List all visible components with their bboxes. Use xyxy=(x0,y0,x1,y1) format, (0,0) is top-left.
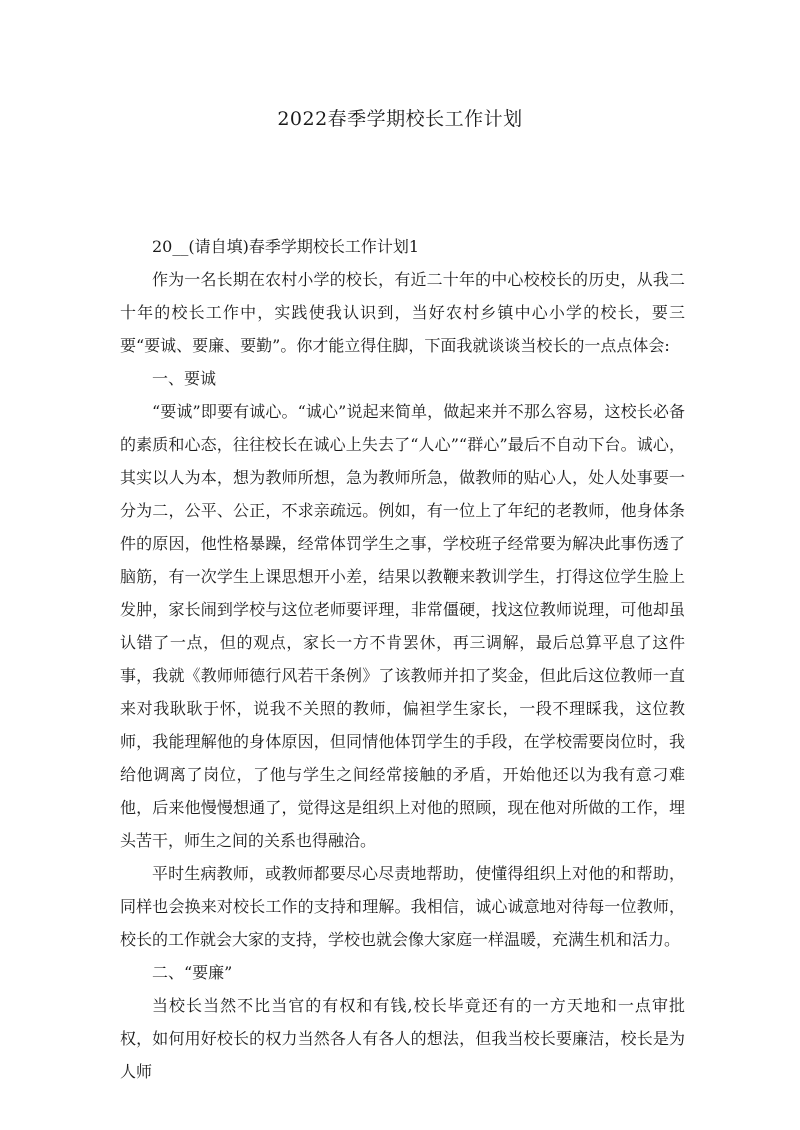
section-heading-2: 二、“要廉” xyxy=(152,963,233,982)
subtitle-line: 20__(请自填)春季学期校长工作计划1 xyxy=(152,237,420,256)
section-heading-1: 一、要诚 xyxy=(152,369,217,388)
document-title: 2022春季学期校长工作计划 xyxy=(277,108,523,130)
body-paragraph: 当校长当然不比当官的有权和有钱,校长毕竟还有的一方天地和一点审批权，如何用好校长的权力当然各人有各人的想法，但我当校长要廉洁，校长是为人师 xyxy=(120,996,685,1081)
intro-paragraph: 作为一名长期在农村小学的校长，有近二十年的中心校校长的历史，从我二十年的校长工作中，实践使我认识到，当好农村乡镇中心小学的校长，要三要“要诚、要廉、要勤”。你才能立得住脚，下面我就谈谈当校长的一点点体会: xyxy=(120,270,685,355)
body-paragraph: “要诚”即要有诚心。“诚心”说起来简单，做起来并不那么容易，这校长必备的素质和心态，往往校长在诚心上失去了“人心”“群心”最后不自动下台。诚心，其实以人为本，想为教师所想，急为教师所急，做教师的贴心人，处人处事要一分为二，公平、公正，不求亲疏远。例如，有一位上了年纪的老教师，他身体条件的原因，他性格暴躁，经常体罚学生之事，学校班子经常要为解决此事伤透了脑筋，有一次学生上课思想开小差，结果以教鞭来教训学生，打得这位学生脸上发肿，家长闹到学校与这位老师要评理，非常僵硬，找这位教师说理，可他却虽认错了一点，但的观点，家长一方不肯罢休，再三调解，最后总算平息了这件事，我就《教师师德行风若干条例》了该教师并扣了奖金，但此后这位教师一直来对我耿耿于怀，说我不关照的教师，偏袒学生家长，一段不理睬我，这位教师，我能理解他的身体原因，但同情他体罚学生的手段，在学校需要岗位时，我给他调离了岗位，了他与学生之间经常接触的矛盾，开始他还以为我有意刁难他，后来他慢慢想通了，觉得这是组织上对他的照顾，现在他对所做的工作，埋头苦干，师生之间的关系也得融洽。 xyxy=(120,402,685,850)
body-paragraph: 平时生病教师，或教师都要尽心尽责地帮助，使懂得组织上对他的和帮助，同样也会换来对校长工作的支持和理解。我相信，诚心诚意地对待每一位教师，校长的工作就会大家的支持，学校也就会像大家庭一样温暖，充满生机和活力。 xyxy=(120,864,685,949)
document-body xyxy=(120,230,685,1088)
